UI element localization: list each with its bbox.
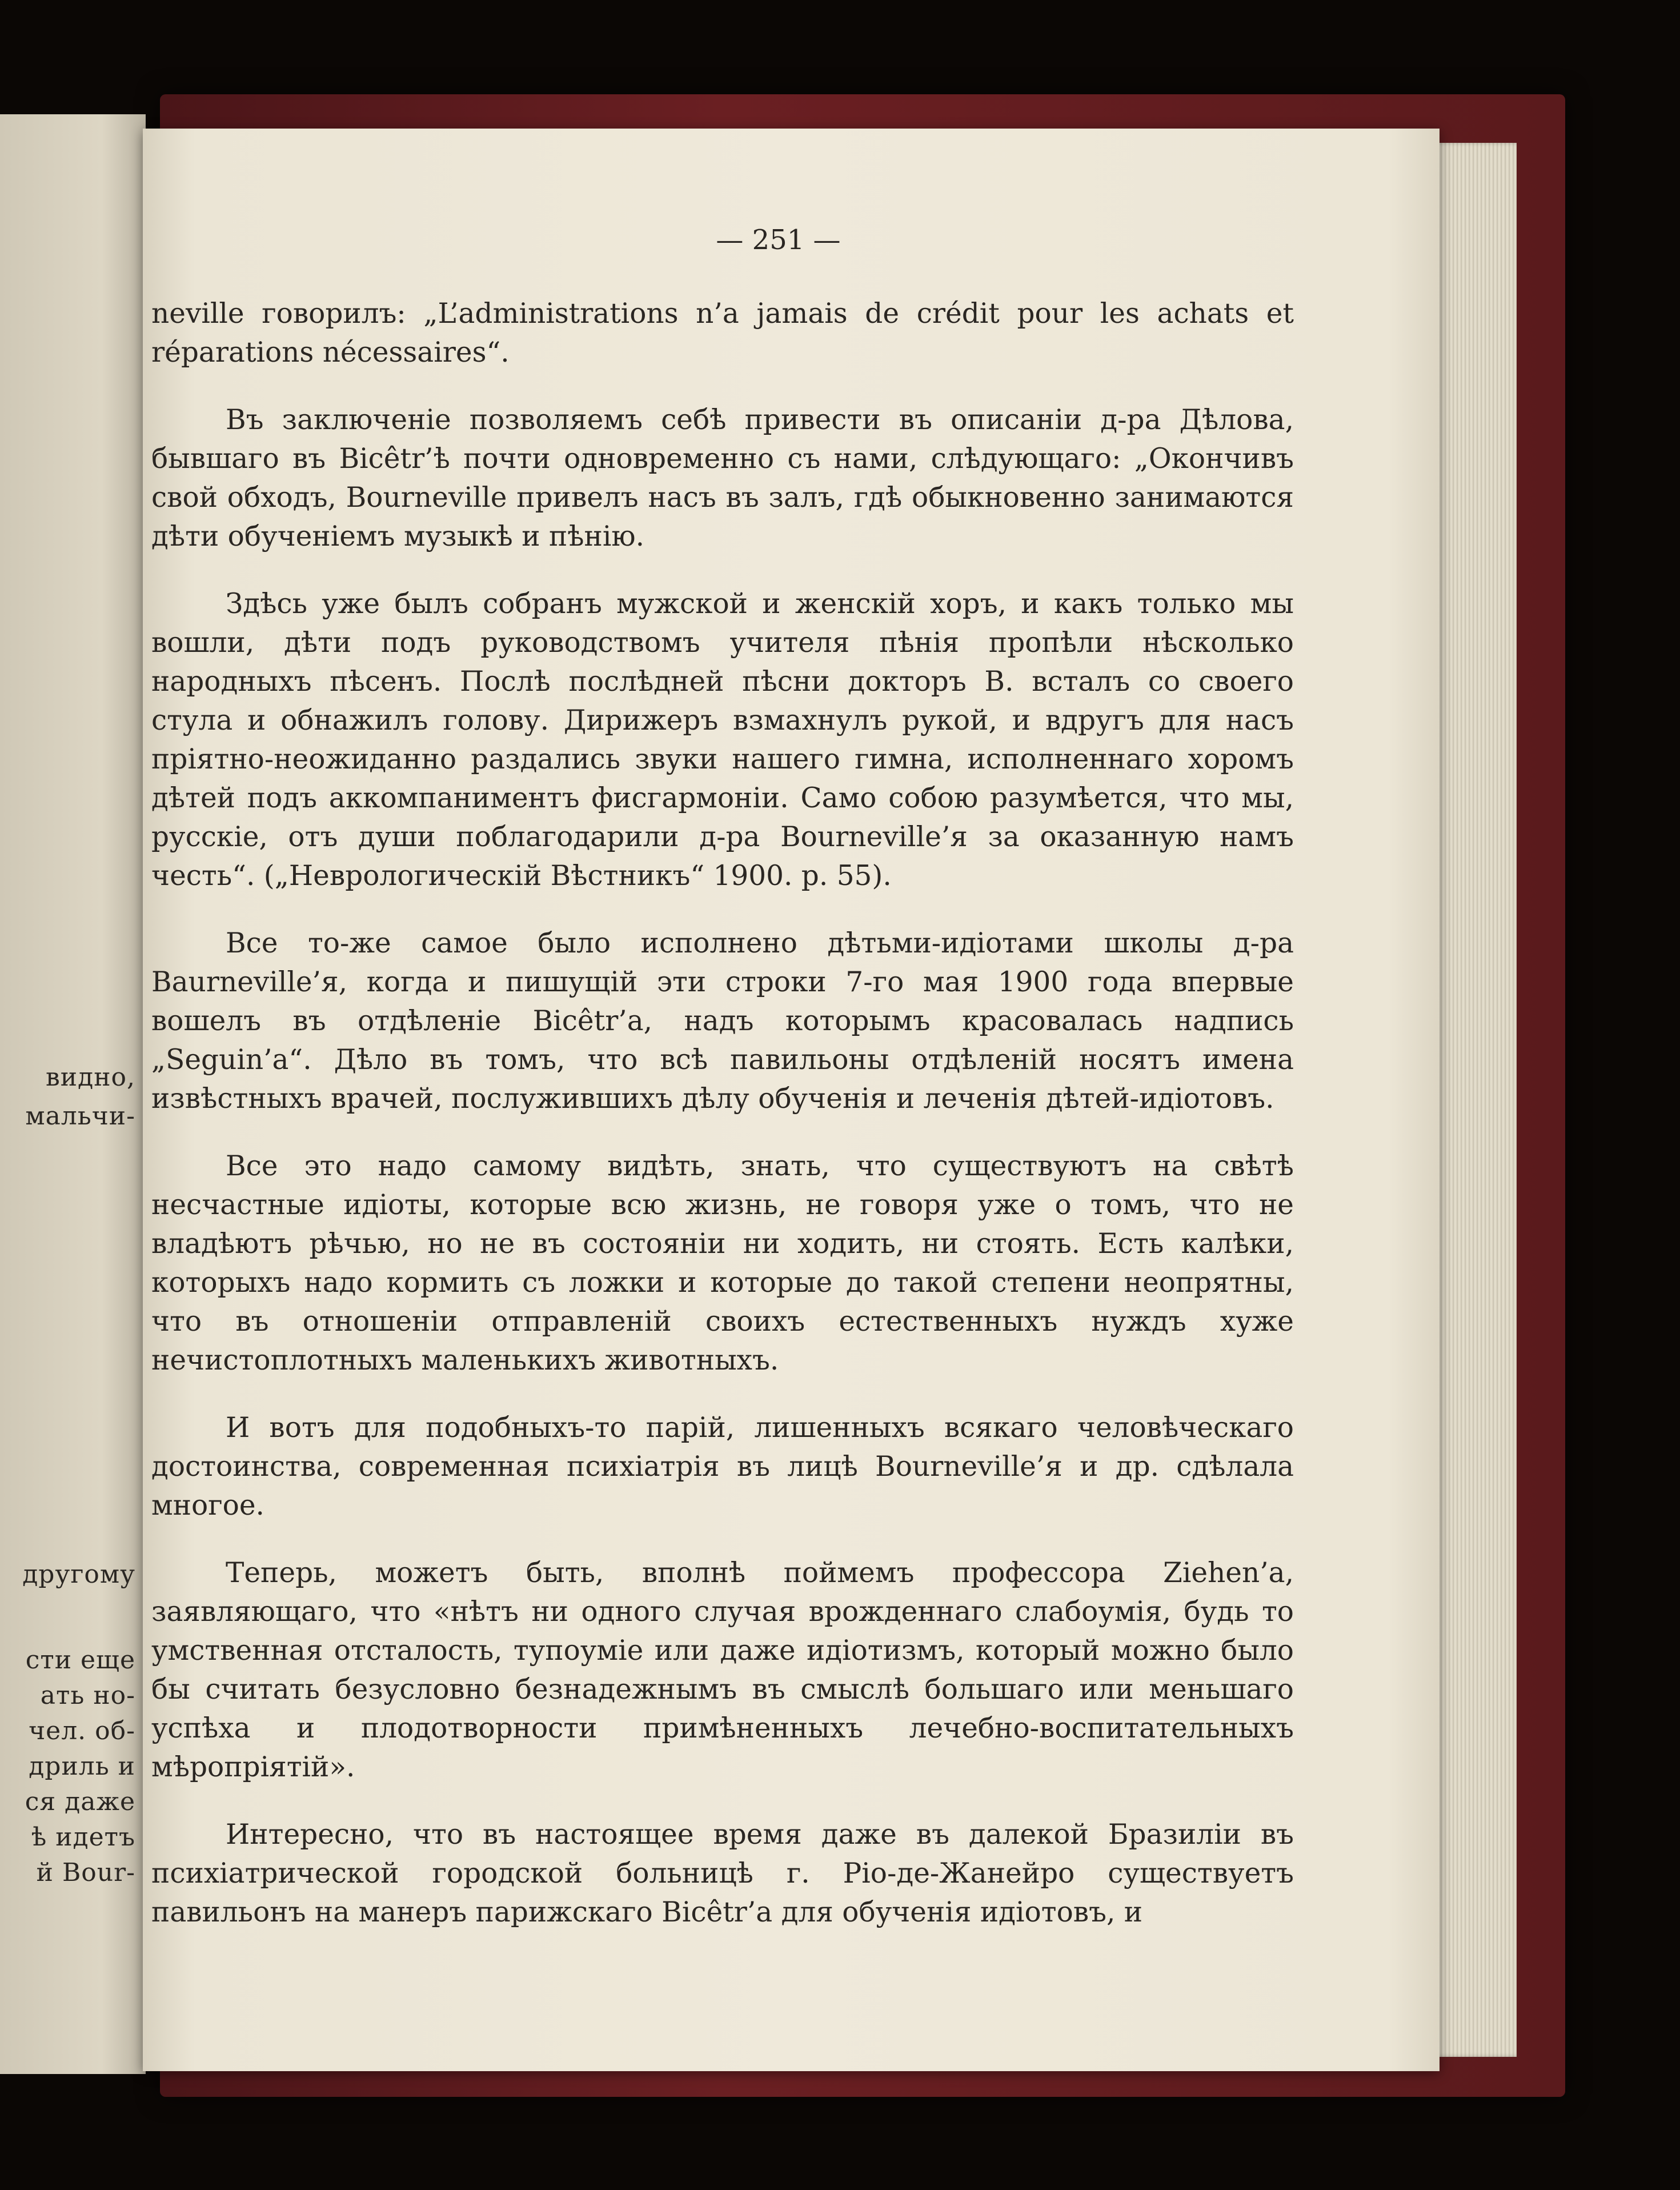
left-page-fragment: ся даже (25, 1787, 135, 1816)
paragraph: Все это надо самому видѣть, знать, что существуютъ на свѣтѣ несчастные идiоты, которые всю жизнь, не говоря уже о томъ, что не владѣютъ рѣчью, но не въ состоянiи ни ходить, ни стоять. Есть калѣки, которыхъ надо кормить съ ложки и которые до такой степени неопрятны, что въ отношенiи отправленiй своихъ естественныхъ нуждъ хуже нечистоплотныхъ маленькихъ животныхъ. (151, 1150, 1294, 1376)
page-number: — 251 — (716, 224, 841, 256)
paragraph: Здѣсь уже былъ собранъ мужской и женскiй хоръ, и какъ только мы вошли, дѣти подъ руководствомъ учителя пѣнiя пропѣли нѣсколько народныхъ пѣсенъ. Послѣ послѣдней пѣсни докторъ В. всталъ со своего стула и обнажилъ голову. Дирижеръ взмахнулъ рукой, и вдругъ для насъ прiятно-неожиданно раздались звуки нашего гимна, исполненнаго хоромъ дѣтей подъ аккомпаниментъ фисгармонiи. Само собою разумѣется, что мы, русскiе, отъ души поблагодарили д-ра Bourneville’я за оказанную намъ честь“. („Неврологическiй Вѣстникъ“ 1900. р. 55). (151, 588, 1294, 892)
left-page-fragment: чел. об- (29, 1716, 135, 1745)
left-page-fragment: дриль и (29, 1752, 135, 1781)
left-page-fragment: мальчи- (25, 1102, 135, 1131)
left-page-fragment: ать но- (40, 1681, 135, 1710)
left-page-fragment: й Bour- (36, 1858, 135, 1887)
paragraph: Все то-же самое было исполнено дѣтьми-идiотами школы д-ра Baurneville’я, когда и пишущiй эти строки 7-го мая 1900 года впервые вошелъ въ отдѣленiе Bicêtr’a, надъ которымъ красовалась надпись „Seguin’a“. Дѣло въ томъ, что всѣ павильоны отдѣленiй носятъ имена извѣстныхъ врачей, послужившихъ дѣлу обученiя и леченiя дѣтей-идiотовъ. (151, 927, 1294, 1115)
left-facing-page (0, 114, 146, 2074)
page-body (151, 294, 1294, 1960)
left-page-fragment: видно, (46, 1063, 135, 1092)
page-edges (1431, 143, 1517, 2057)
paragraph: И вотъ для подобныхъ-то парiй, лишенныхъ всякаго человѣческаго достоинства, современная психiатрiя въ лицѣ Bourneville’я и др. сдѣлала многое. (151, 1412, 1294, 1522)
paragraph: neville говорилъ: „L’administrations n’a jamais de crédit pour les achats et réparations nécessaires“. (151, 298, 1294, 369)
paragraph: Въ заключенiе позволяемъ себѣ привести въ описанiи д-ра Дѣлова, бывшаго въ Bicêtr’ѣ почти одновременно съ нами, слѣдующаго: „Окончивъ свой обходъ, Bourneville привелъ насъ въ залъ, гдѣ обыкновенно занимаются дѣти обученiемъ музыкѣ и пѣнiю. (151, 404, 1294, 552)
left-page-fragment: другому (22, 1560, 135, 1589)
paragraph: Теперь, можетъ быть, вполнѣ поймемъ профессора Ziehen’a, заявляющаго, что «нѣтъ ни одного случая врожденнаго слабоумiя, будь то умственная отсталость, тупоумiе или даже идiотизмъ, который можно было бы считать безусловно безнадежнымъ въ смыслѣ большаго или меньшаго успѣха и плодотворности примѣненныхъ лечебно-воспитательныхъ мѣропрiятiй». (151, 1557, 1294, 1783)
left-page-fragment: ѣ идетъ (31, 1823, 135, 1852)
left-page-fragment: сти еще (25, 1645, 135, 1675)
paragraph: Интересно, что въ настоящее время даже въ далекой Бразилiи въ психiатрической городской больницѣ г. Рiо-де-Жанейро существуетъ павильонъ на манеръ парижскаго Bicêtr’a для обученiя идiотовъ, и (151, 1819, 1294, 1928)
book-page (143, 129, 1440, 2071)
